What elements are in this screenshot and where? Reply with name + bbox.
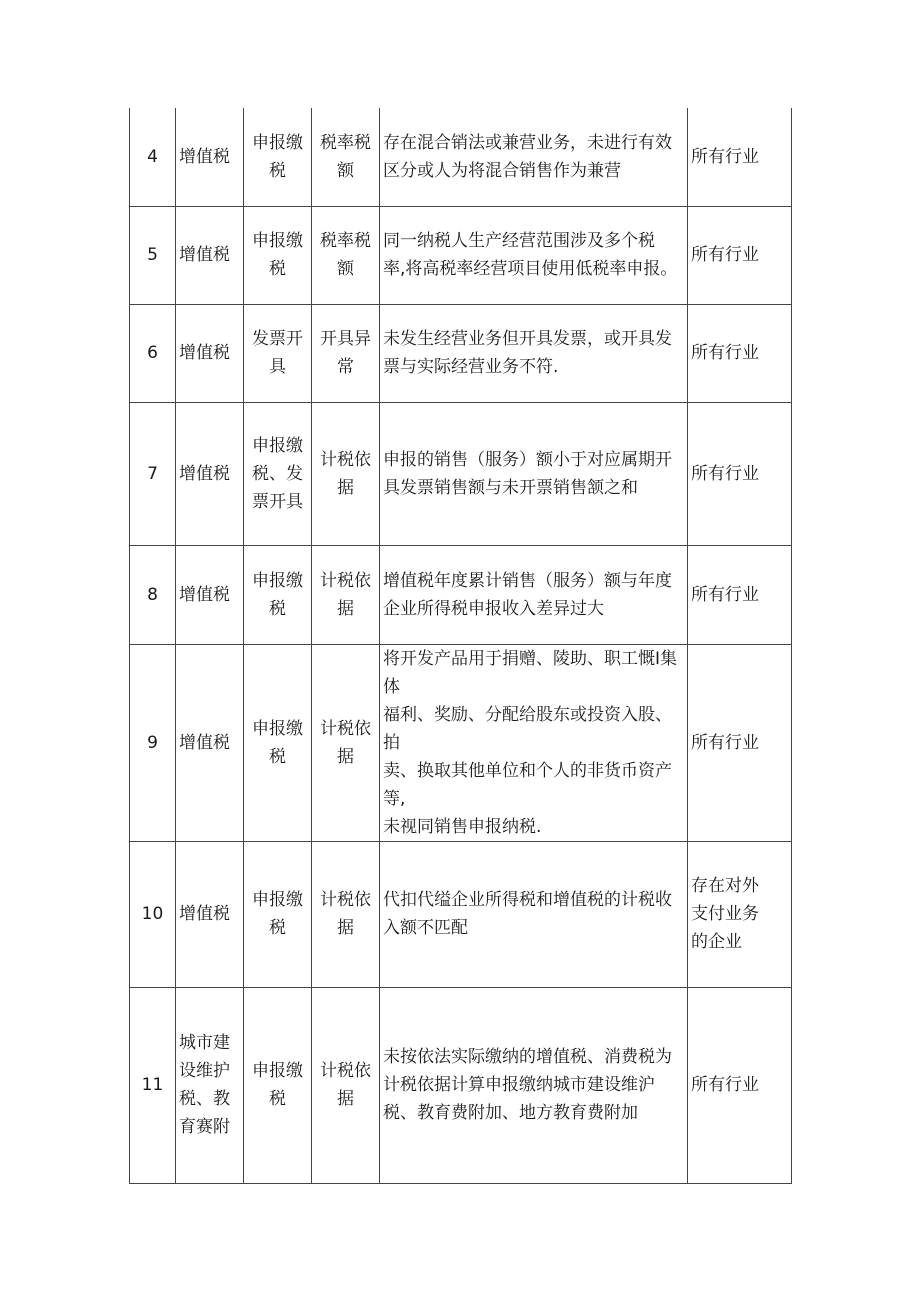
risk-item: 开具异 常: [312, 304, 380, 402]
risk-description: 增值税年度累计销售（服务）额与年度 企业所得税申报收入差异过大: [380, 545, 688, 644]
risk-item: 计税依 据: [312, 402, 380, 545]
risk-description: 将开发产品用于捐赠、陵助、职工慨I集体 福利、奖励、分配给股东或投资入股、拍 卖、换取其他单位和个人的非货币资产等, 未视同销售申报纳税.: [380, 644, 688, 841]
table-row: [130, 206, 792, 304]
tax-name: 增值税: [176, 108, 244, 206]
row-number: 4: [130, 108, 176, 206]
applicable-scope: 所有行业: [688, 402, 792, 545]
risk-description: 同一纳税人生产经营范围涉及多个税 率,将高税率经营项目使用低税率申报。: [380, 206, 688, 304]
risk-description: 存在混合销法或兼营业务，未进行有效 区分或人为将混合销售作为兼营: [380, 108, 688, 206]
applicable-scope: 所有行业: [688, 644, 792, 841]
applicable-scope: 所有行业: [688, 108, 792, 206]
tax-name: 城市建 设维护 税、教 育赛附: [176, 987, 244, 1183]
risk-type: 申报缴 税: [244, 206, 312, 304]
table-row: [130, 987, 792, 1183]
table-row: [130, 304, 792, 402]
tax-name: 增值税: [176, 644, 244, 841]
applicable-scope: 所有行业: [688, 987, 792, 1183]
table-row: [130, 644, 792, 841]
table-row: [130, 841, 792, 987]
risk-item: 税率税 额: [312, 108, 380, 206]
row-number: 5: [130, 206, 176, 304]
tax-name: 增值税: [176, 545, 244, 644]
risk-item: 税率税 额: [312, 206, 380, 304]
row-number: 8: [130, 545, 176, 644]
risk-item: 计税依 据: [312, 644, 380, 841]
risk-type: 发票开 具: [244, 304, 312, 402]
risk-description: 未按依法实际缴纳的增值税、消费税为 计税依据计算申报缴纳城市建设维沪 税、教育费附加、地方教育费附加: [380, 987, 688, 1183]
table-row: [130, 402, 792, 545]
tax-name: 增值税: [176, 841, 244, 987]
risk-description: 申报的销售（服务）额小于对应属期开 具发票销售额与未开票销售颔之和: [380, 402, 688, 545]
row-number: 11: [130, 987, 176, 1183]
risk-description: 代扣代缢企业所得税和增值税的计税收 入额不匹配: [380, 841, 688, 987]
risk-type: 申报缴 税: [244, 644, 312, 841]
risk-item: 计税依 据: [312, 987, 380, 1183]
applicable-scope: 存在对外 支付业务 的企业: [688, 841, 792, 987]
tax-name: 增值税: [176, 304, 244, 402]
applicable-scope: 所有行业: [688, 304, 792, 402]
risk-type: 申报缴 税: [244, 841, 312, 987]
risk-type: 申报缴 税、发 票开具: [244, 402, 312, 545]
tax-name: 增值税: [176, 402, 244, 545]
row-number: 9: [130, 644, 176, 841]
row-number: 7: [130, 402, 176, 545]
applicable-scope: 所有行业: [688, 545, 792, 644]
row-number: 10: [130, 841, 176, 987]
applicable-scope: 所有行业: [688, 206, 792, 304]
risk-item: 计税依 据: [312, 545, 380, 644]
risk-description: 未发生经营业务但开具发票，或开具发 票与实际经营业务不符.: [380, 304, 688, 402]
row-number: 6: [130, 304, 176, 402]
risk-table: [129, 108, 792, 1184]
risk-type: 申报缴 税: [244, 545, 312, 644]
table-row: [130, 108, 792, 206]
risk-item: 计税依 据: [312, 841, 380, 987]
table-row: [130, 545, 792, 644]
tax-name: 增值税: [176, 206, 244, 304]
risk-type: 申报缴 税: [244, 987, 312, 1183]
risk-type: 申报缴 税: [244, 108, 312, 206]
